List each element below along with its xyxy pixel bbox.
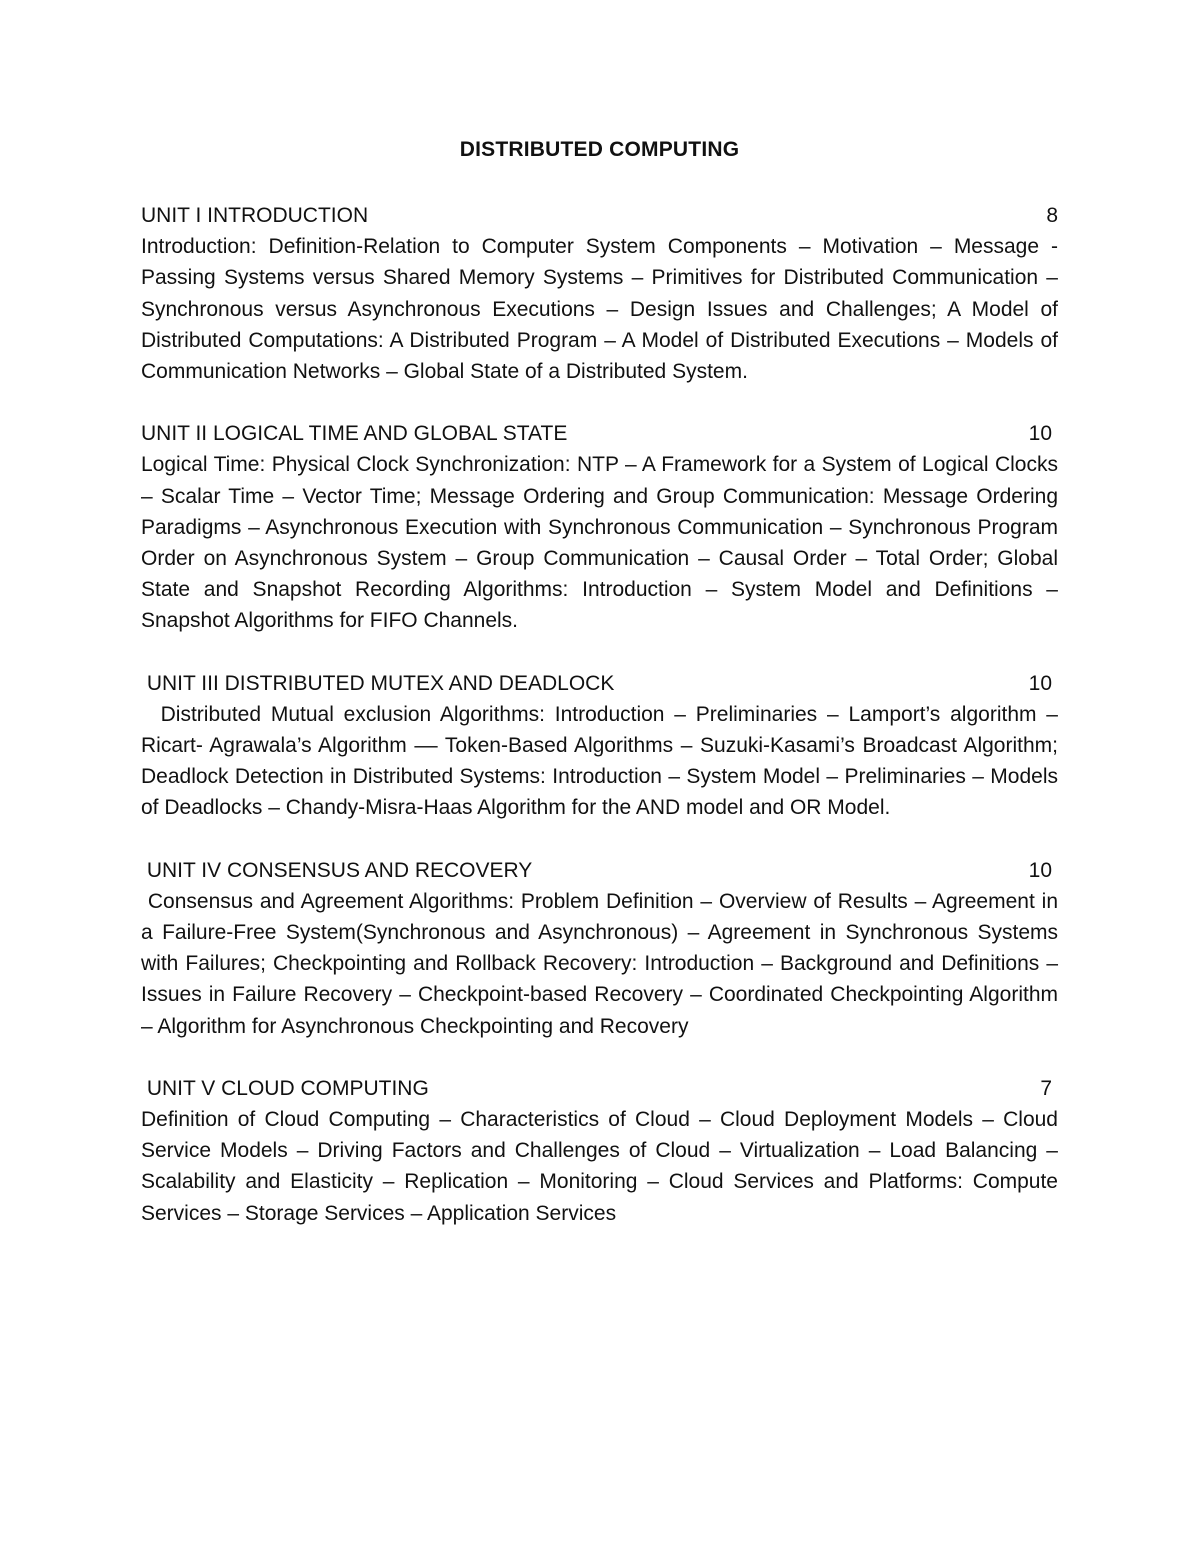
unit-section-5 (141, 1073, 1064, 1229)
unit-description: Logical Time: Physical Clock Synchronization: NTP – A Framework for a System of Logical Clocks – Scalar Time – Vector Time; Message Ordering and Group Communication: Message Ordering Paradigms – Asynchronous Execution with Synchronous Communication – Synchronous Program Order on Asynchronous System – Group Communication – Causal Order – Total Order; Global State and Snapshot Recording Algorithms: Introduction – System Model and Definitions – Snapshot Algorithms for FIFO Channels. (141, 453, 1064, 633)
unit-heading: UNIT III DISTRIBUTED MUTEX AND DEADLOCK (141, 671, 615, 695)
unit-header (141, 200, 1058, 231)
unit-header (141, 668, 1058, 699)
unit-description: Consensus and Agreement Algorithms: Problem Definition – Overview of Results – Agreement in a Failure-Free System(Synchronous and Asynchronous) – Agreement in Synchronous Systems with Failures; Checkpointing and Rollback Recovery: Introduction – Background and Definitions – Issues in Failure Recovery – Checkpoint-based Recovery – Coordinated Checkpointing Algorithm – Algorithm for Asynchronous Checkpointing and Recovery (141, 889, 1064, 1038)
unit-heading: UNIT IV CONSENSUS AND RECOVERY (141, 858, 533, 882)
unit-section-2 (141, 418, 1064, 636)
unit-hours: 10 (1028, 858, 1052, 882)
unit-hours: 8 (1046, 204, 1058, 227)
unit-heading: UNIT I INTRODUCTION (141, 204, 369, 227)
unit-section-4 (141, 855, 1064, 1042)
unit-header (141, 1073, 1058, 1104)
document-title: DISTRIBUTED COMPUTING (459, 138, 740, 161)
unit-description: Introduction: Definition-Relation to Computer System Components – Motivation – Message - Passing Systems versus Shared Memory Systems – Primitives for Distributed Communication – Synchronous versus Asynchronous Executions – Design Issues and Challenges; A Model of Distributed Computations: A Distributed Program – A Model of Distributed Executions – Models of Communication Networks – Global State of a Distributed System. (141, 235, 1064, 383)
unit-hours: 10 (1028, 422, 1052, 446)
unit-description: Distributed Mutual exclusion Algorithms: Introduction – Preliminaries – Lamport’s algorithm – Ricart- Agrawala’s Algorithm –– Token-Based Algorithms – Suzuki-Kasami’s Broadcast Algorithm; Deadlock Detection in Distributed Systems: Introduction – System Model – Preliminaries – Models of Deadlocks – Chandy-Misra-Haas Algorithm for the AND model and OR Model. (141, 702, 1064, 820)
syllabus-page (141, 138, 1064, 1260)
unit-hours: 10 (1028, 671, 1052, 695)
unit-header (141, 418, 1058, 449)
unit-heading: UNIT II LOGICAL TIME AND GLOBAL STATE (141, 422, 568, 446)
unit-description: Definition of Cloud Computing – Characteristics of Cloud – Cloud Deployment Models – Cloud Service Models – Driving Factors and Challenges of Cloud – Virtualization – Load Balancing – Scalability and Elasticity – Replication – Monitoring – Cloud Services and Platforms: Compute Services – Storage Services – Application Services (141, 1108, 1064, 1225)
unit-header (141, 855, 1058, 886)
unit-section-3 (141, 668, 1064, 824)
unit-heading: UNIT V CLOUD COMPUTING (141, 1076, 429, 1100)
unit-hours: 7 (1040, 1076, 1052, 1100)
unit-section-1 (141, 200, 1064, 387)
